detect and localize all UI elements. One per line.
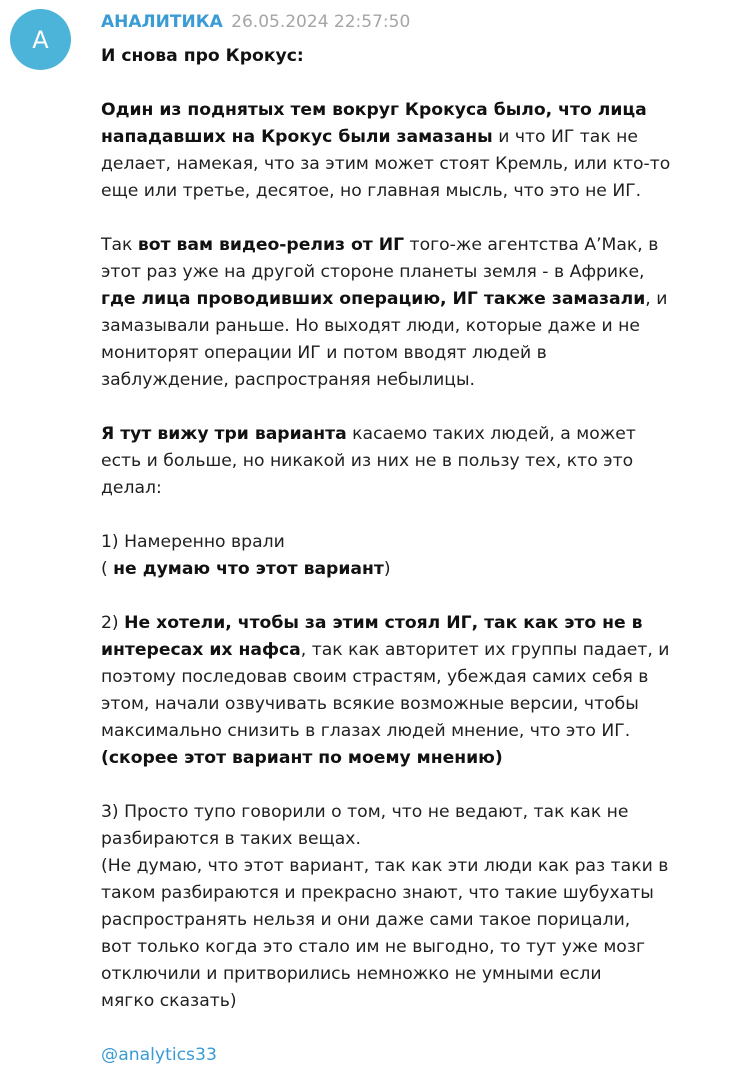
message-line: мониторят операции ИГ и потом вводят людей в	[101, 343, 547, 363]
paragraph-gap	[101, 772, 701, 799]
author-name[interactable]: АНАЛИТИКА	[101, 12, 223, 32]
message-line: этот раз уже на другой стороне планеты земля - в Африке,	[101, 262, 645, 282]
message-line: 3) Просто тупо говорили о том, что не ведают, так как не	[101, 802, 629, 822]
message-line: разбираются в таких вещах.	[101, 829, 361, 849]
message-line: есть и больше, но никакой из них не в пользу тех, кто это	[101, 451, 634, 471]
text-span: касаемо таких людей, а может	[346, 424, 636, 444]
message-line: поэтому последовав своим страстям, убеждая самих себя в	[101, 667, 649, 687]
message-line	[101, 43, 701, 70]
bold-text: интересах их нафса	[101, 640, 301, 660]
message-line: заблуждение, распространяя небылицы.	[101, 370, 475, 390]
message-line	[101, 556, 701, 583]
text-span: и что ИГ так не	[492, 127, 638, 147]
text-span: Так	[101, 235, 138, 255]
message-line: таком разбираются и прекрасно знают, что такие шубухаты	[101, 883, 654, 903]
paragraph-gap	[101, 394, 701, 421]
message-timestamp: 26.05.2024 22:57:50	[231, 12, 411, 32]
message-header	[101, 10, 410, 34]
message-line	[101, 286, 701, 313]
text-span: того-же агентства А’Мак, в	[404, 235, 659, 255]
message-line	[101, 97, 701, 124]
message-line: делает, намекая, что за этим может стоят Кремль, или кто-то	[101, 154, 671, 174]
bold-text: Один из поднятых тем вокруг Крокуса было, что лица	[101, 100, 647, 120]
message-line	[101, 232, 701, 259]
text-span: )	[383, 559, 391, 579]
message-line	[101, 745, 701, 772]
message-line: этом, начали озвучивать всякие возможные версии, чтобы	[101, 694, 639, 714]
bold-text: где лица проводивших операцию, ИГ также замазали	[101, 289, 646, 309]
message-line	[101, 1042, 701, 1069]
bold-text: (скорее этот вариант по моему мнению)	[101, 748, 503, 768]
bold-text: не думаю что этот вариант	[113, 559, 384, 579]
message-line: вот только когда это стало им не выгодно, то тут уже мозг	[101, 937, 645, 957]
message-line: отключили и притворились немножко не умными если	[101, 964, 602, 984]
bold-text: нападавших на Крокус были замазаны	[101, 127, 493, 147]
text-span: (	[101, 559, 114, 579]
bold-text: И снова про Крокус:	[101, 46, 304, 66]
message-line	[101, 610, 701, 637]
message-line: делал:	[101, 478, 162, 498]
text-span: , и	[645, 289, 668, 309]
paragraph-gap	[101, 70, 701, 97]
message-line: замазывали раньше. Но выходят люди, которые даже и не	[101, 316, 640, 336]
message-line: мягко сказать)	[101, 991, 237, 1011]
bold-text: Я тут вижу три варианта	[101, 424, 347, 444]
message-line: максимально снизить в глазах людей мнение, что это ИГ.	[101, 721, 631, 741]
message-body	[101, 43, 701, 1069]
message-line: распространять нельзя и они даже сами такое порицали,	[101, 910, 631, 930]
text-span: 2)	[101, 613, 125, 633]
message-line	[101, 421, 701, 448]
message-line	[101, 637, 701, 664]
paragraph-gap	[101, 205, 701, 232]
avatar-letter: A	[32, 25, 49, 54]
bold-text: Не хотели, чтобы за этим стоял ИГ, так как это не в	[124, 613, 643, 633]
message-line: (Не думаю, что этот вариант, так как эти люди как раз таки в	[101, 856, 669, 876]
paragraph-gap	[101, 502, 701, 529]
text-span: , так как авторитет их группы падает, и	[300, 640, 670, 660]
message-line: еще или третье, десятое, но главная мысль, что это не ИГ.	[101, 181, 642, 201]
avatar[interactable]	[10, 9, 71, 70]
message-line: 1) Намеренно врали	[101, 532, 285, 552]
paragraph-gap	[101, 1015, 701, 1042]
bold-text: вот вам видео-релиз от ИГ	[137, 235, 405, 255]
channel-mention-link[interactable]: @analytics33	[101, 1045, 217, 1065]
paragraph-gap	[101, 583, 701, 610]
message-line	[101, 124, 701, 151]
